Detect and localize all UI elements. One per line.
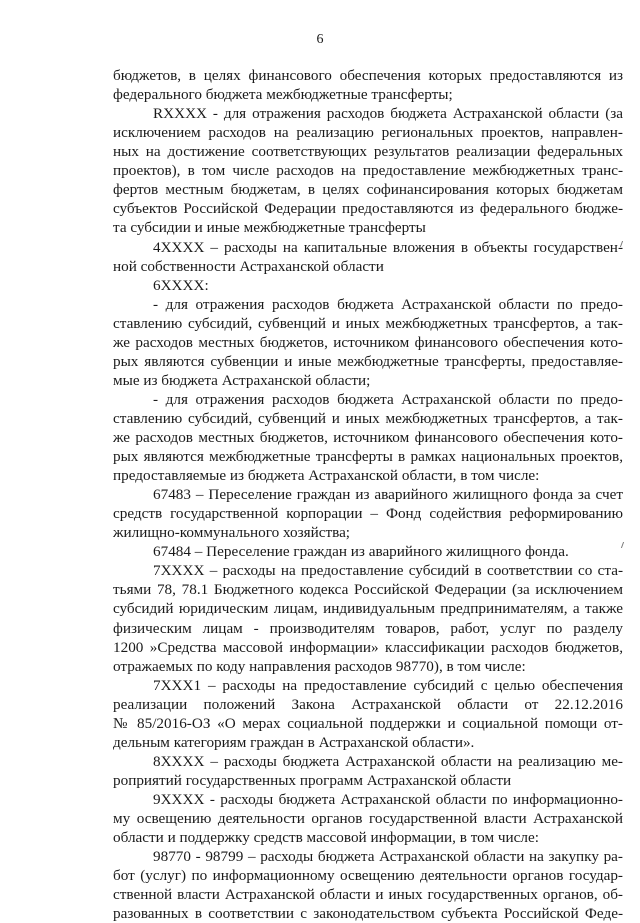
text-line: ственной власти Астраханской области и иных государственных органов, об- <box>113 886 623 904</box>
text-line: 6XXXX: <box>153 276 209 294</box>
text-line: фертов местным бюджетам, в целях софинансирования которых бюджетам <box>113 181 623 199</box>
text-line: ставлению субсидий, субвенций и иных межбюджетных трансфертов, а так- <box>113 409 623 427</box>
text-line: ной собственности Астраханской области <box>113 257 384 275</box>
text-line: 67484 – Переселение граждан из аварийного жилищного фонда. <box>153 543 569 561</box>
text-line: предоставляемые из бюджета Астраханской области, в том числе: <box>113 467 540 485</box>
text-line: - для отражения расходов бюджета Астраханской области по предо- <box>153 390 623 408</box>
text-line: разованных в соответствии с законодательством субъекта Российской Феде- <box>113 905 623 923</box>
text-line: ставлению субсидий, субвенций и иных межбюджетных трансфертов, а так- <box>113 314 623 332</box>
text-line: рых являются межбюджетные трансферты в рамках национальных проектов, <box>113 448 623 465</box>
text-line: исключением расходов на реализацию региональных проектов, направлен- <box>113 124 623 142</box>
text-line: проектов), в том числе расходов на предоставление межбюджетных транс- <box>113 162 623 180</box>
text-line: бюджетов, в целях финансового обеспечения которых предоставляются из <box>113 67 623 84</box>
text-line: 7XXX1 – расходы на предоставление субсидий с целью обеспечения <box>153 676 623 694</box>
text-line: субсидий юридическим лицам, индивидуальным предпринимателям, а также <box>113 600 623 618</box>
text-line: федерального бюджета межбюджетные трансферты; <box>113 86 453 103</box>
text-line: же расходов местных бюджетов, источником финансового обеспечения кото- <box>113 333 623 351</box>
text-line: 1200 »Средства массовой информации» классификации расходов бюджетов, <box>113 638 623 656</box>
text-line: мые из бюджета Астраханской области; <box>113 371 371 389</box>
text-line: та субсидии и иные межбюджетные трансферты <box>113 219 426 237</box>
text-line: средств государственной корпорации – Фонд содействия реформированию <box>113 505 623 523</box>
page-number: 6 <box>316 32 324 47</box>
text-line: дельным категориям граждан в Астраханской области». <box>113 733 475 751</box>
text-line: - для отражения расходов бюджета Астраханской области по предо- <box>153 295 623 313</box>
text-line: рых являются субвенции и иные межбюджетные трансферты, предоставляе- <box>113 352 623 370</box>
text-line: бот (услуг) по информационному освещению деятельности органов государ- <box>113 867 623 885</box>
text-line: 67483 – Переселение граждан из аварийного жилищного фонда за счет <box>153 486 623 504</box>
margin-mark <box>620 241 626 247</box>
text-line: 4XXXX – расходы на капитальные вложения в объекты государствен- <box>153 238 623 256</box>
text-line: субъектов Российской Федерации предоставляются из федерального бюдже- <box>113 200 623 218</box>
text-line: области и поддержку средств массовой информации, в том числе: <box>113 829 539 846</box>
text-line: 9XXXX - расходы бюджета Астраханской области по информационно- <box>153 790 623 808</box>
text-line: роприятий государственных программ Астраханской области <box>113 771 512 789</box>
margin-mark <box>621 542 627 548</box>
text-line: ных на достижение соответствующих результатов реализации федеральных <box>113 143 623 161</box>
text-line: 7XXXX – расходы на предоставление субсидий в соответствии со ста- <box>153 562 623 580</box>
text-line: 8XXXX – расходы бюджета Астраханской области на реализацию ме- <box>153 752 623 770</box>
text-line: жилищно-коммунального хозяйства; <box>113 524 351 542</box>
text-line: му освещению деятельности органов государственной власти Астраханской <box>113 810 623 827</box>
text-line: отражаемых по коду направления расходов 98770), в том числе: <box>113 657 526 675</box>
text-line: тьями 78, 78.1 Бюджетного кодекса Российской Федерации (за исключением <box>113 581 623 599</box>
text-line: реализации положений Закона Астраханской области от 22.12.2016 <box>113 695 623 713</box>
text-line: физическим лицам - производителям товаров, работ, услуг по разделу <box>113 619 623 637</box>
text-line: же расходов местных бюджетов, источником финансового обеспечения кото- <box>113 428 623 446</box>
text-line: 98770 - 98799 – расходы бюджета Астраханской области на закупку ра- <box>153 848 623 866</box>
text-line: RXXXX - для отражения расходов бюджета Астраханской области (за <box>153 105 623 123</box>
text-line: № 85/2016-ОЗ «О мерах социальной поддержки и социальной помощи от- <box>113 714 623 732</box>
